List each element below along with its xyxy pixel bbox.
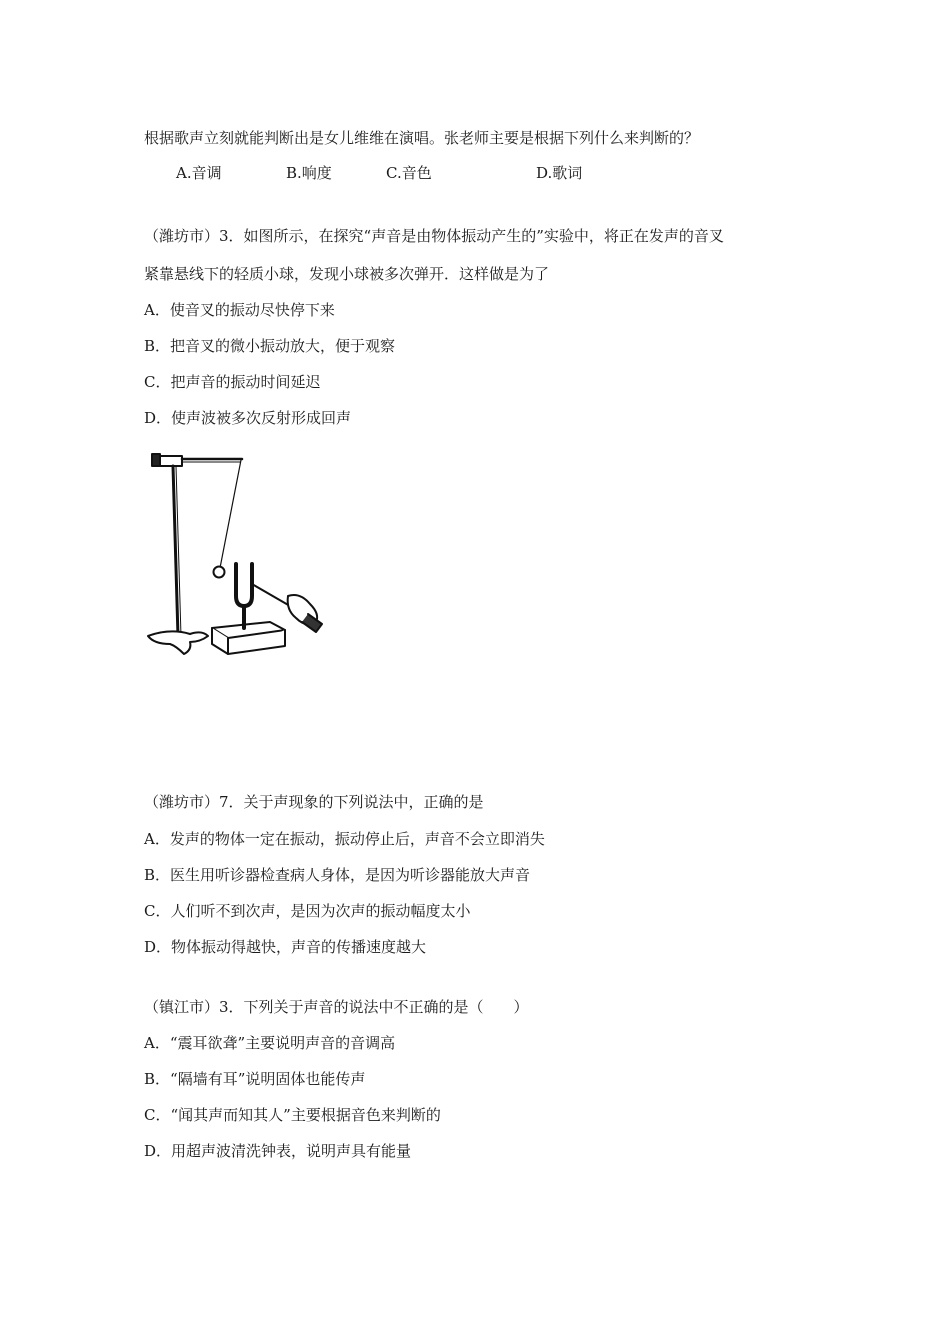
intro-choice-d: D.歌词 [536,164,583,182]
intro-choice-b: B.响度 [286,164,332,182]
q3-stem: （镇江市）3．下列关于声音的说法中不正确的是（ ） [144,998,529,1016]
q3-option-b: B．“隔墙有耳”说明固体也能传声 [144,1070,366,1088]
q1-stem-line1: （潍坊市）3．如图所示，在探究“声音是由物体振动产生的”实验中，将正在发声的音叉 [144,227,724,245]
q2-option-c: C．人们听不到次声，是因为次声的振动幅度太小 [144,902,471,920]
q2-option-b: B．医生用听诊器检查病人身体，是因为听诊器能放大声音 [144,866,531,884]
q2-option-d: D．物体振动得越快，声音的传播速度越大 [144,938,427,956]
q1-option-a: A．使音叉的振动尽快停下来 [144,301,335,319]
q1-option-c: C．把声音的振动时间延迟 [144,373,321,391]
q3-option-c: C．“闻其声而知其人”主要根据音色来判断的 [144,1106,441,1124]
intro-text: 根据歌声立刻就能判断出是女儿维维在演唱。张老师主要是根据下列什么来判断的？ [144,129,700,147]
q1-stem-line2: 紧靠悬线下的轻质小球，发现小球被多次弹开．这样做是为了 [144,265,550,283]
q3-option-a: A．“震耳欲聋”主要说明声音的音调高 [144,1034,396,1052]
q3-option-d: D．用超声波清洗钟表，说明声具有能量 [144,1142,412,1160]
tuning-fork-figure [140,446,330,656]
intro-choice-c: C.音色 [386,164,432,182]
q2-stem: （潍坊市）7．关于声现象的下列说法中，正确的是 [144,793,484,811]
q2-option-a: A．发声的物体一定在振动，振动停止后，声音不会立即消失 [144,830,545,848]
q1-option-b: B．把音叉的微小振动放大，便于观察 [144,337,396,355]
intro-choice-a: A.音调 [176,164,222,182]
q1-option-d: D．使声波被多次反射形成回声 [144,409,352,427]
